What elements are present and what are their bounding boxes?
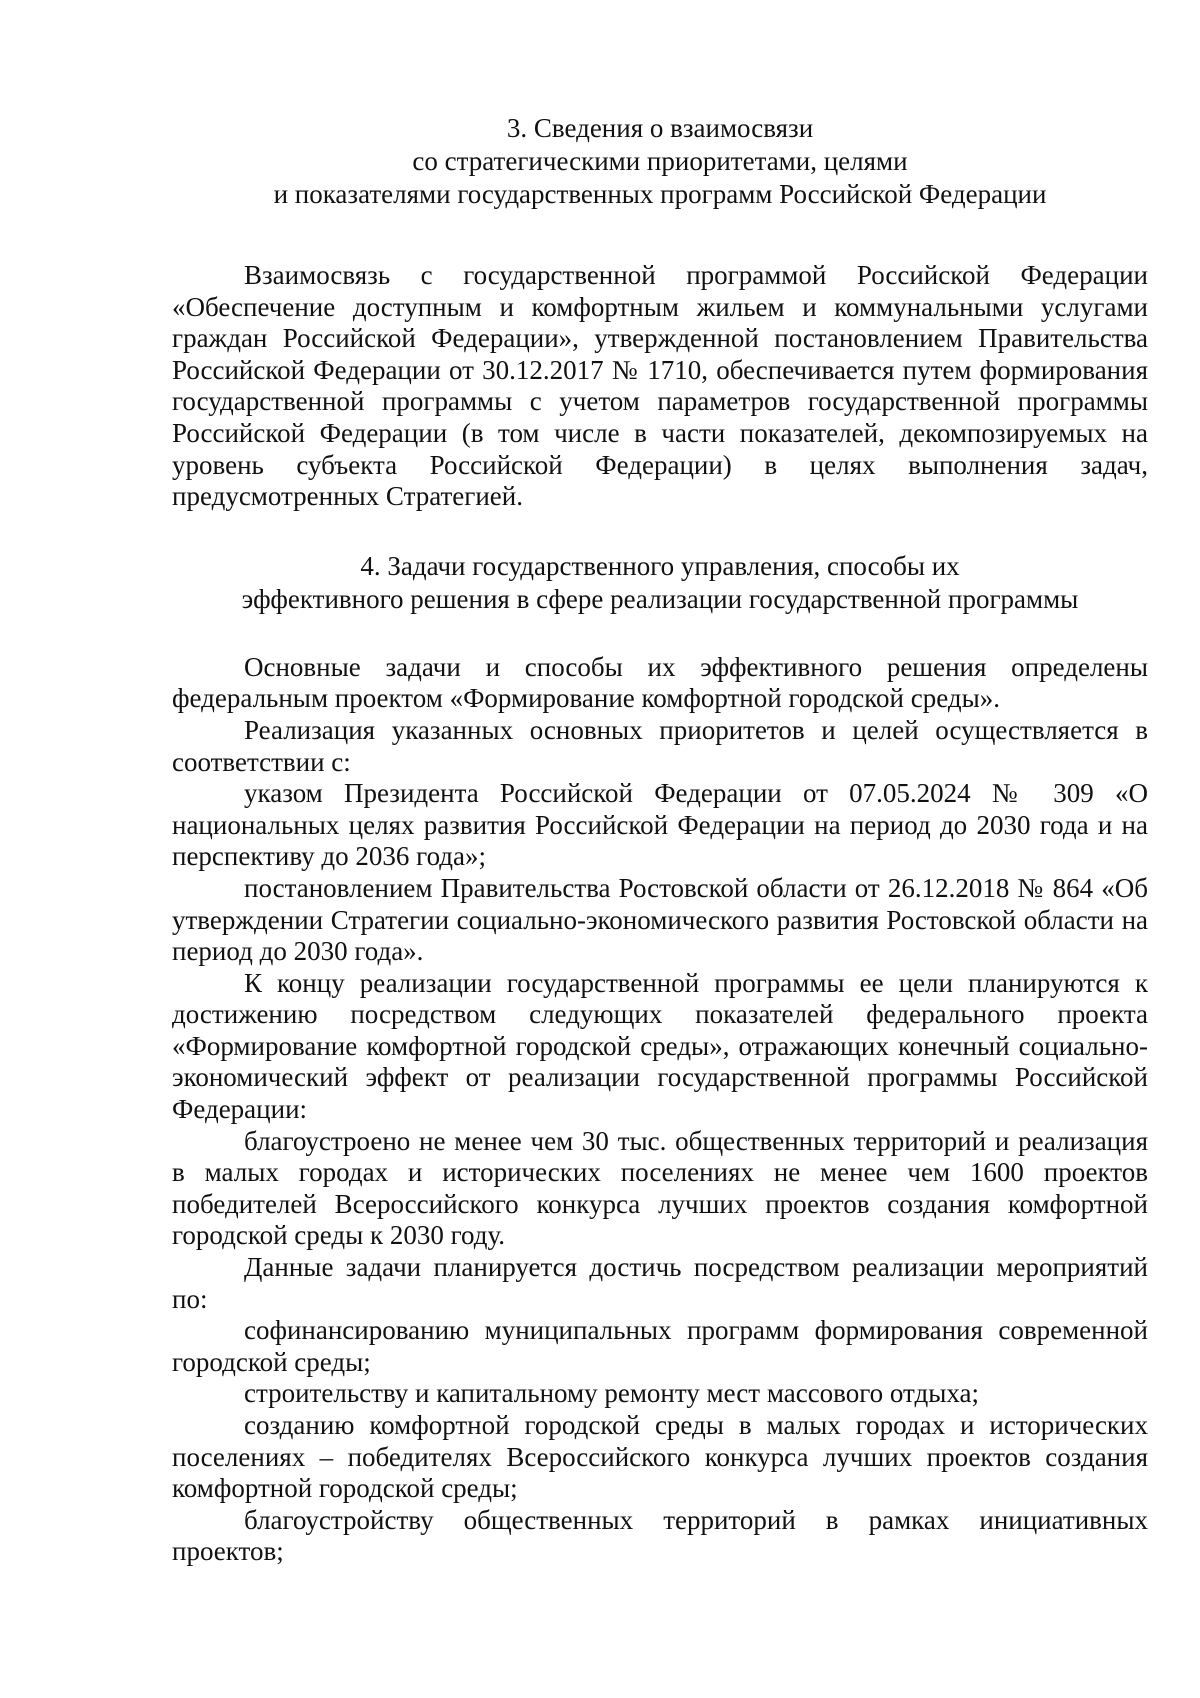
section-4-paragraph: софинансированию муниципальных программ формирования современной городской среды;	[172, 1315, 1148, 1377]
section-4-heading	[172, 550, 1148, 616]
section-4-heading-line: 4. Задачи государственного управления, способы их	[360, 550, 960, 581]
section-4-paragraph: К концу реализации государственной программы ее цели планируются к достижению посредством следующих показателей федерального проекта «Формирование комфортной городской среды», отражающих конечный социально-экономический эффект от реализации государственной программы Российской Федерации:	[172, 967, 1148, 1125]
section-3-heading-line: 3. Сведения о взаимосвязи	[506, 113, 814, 143]
section-4-paragraph: благоустроено не менее чем 30 тыс. общественных территорий и реализация в малых городах и исторических поселениях не менее чем 1600 проектов победителей Всероссийского конкурса лучших проектов создания комфортной городской среды к 2030 году.	[172, 1125, 1148, 1251]
section-4-paragraph: Реализация указанных основных приоритетов и целей осуществляется в соответствии с:	[172, 714, 1148, 777]
section-4-paragraph: благоустройству общественных территорий в рамках инициативных проектов;	[172, 1504, 1148, 1567]
section-4-paragraph: созданию комфортной городской среды в малых городах и исторических поселениях – победителях Всероссийского конкурса лучших проектов создания комфортной городской среды;	[172, 1410, 1148, 1504]
section-3-heading-line: и показателями государственных программ Российской Федерации	[273, 179, 1047, 209]
section-3-heading	[172, 112, 1148, 211]
section-4-paragraph: Данные задачи планируется достичь посредством реализации мероприятий по:	[172, 1252, 1148, 1314]
section-4-heading-line: эффективного решения в сфере реализации государственной программы	[241, 583, 1079, 614]
section-3-heading-line: со стратегическими приоритетами, целями	[412, 146, 908, 176]
document-body	[172, 112, 1148, 1568]
section-3-paragraph: Взаимосвязь с государственной программой Российской Федерации «Обеспечение доступным и комфортным жильем и коммунальными услугами граждан Российской Федерации», утвержденной постановлением Правительства Российской Федерации от 30.12.2017 № 1710, обеспечивается путем формирования государственной программы с учетом параметров государственной программы Российской Федерации (в том числе в части показателей, декомпозируемых на уровень субъекта Российской Федерации) в целях выполнения задач, предусмотренных Стратегией.	[172, 260, 1148, 512]
section-4-paragraph: строительству и капитальному ремонту мест массового отдыха;	[244, 1378, 979, 1409]
section-4-paragraph: Основные задачи и способы их эффективного решения определены федеральным проектом «Формирование комфортной городской среды».	[172, 651, 1148, 714]
section-4-paragraph: указом Президента Российской Федерации от 07.05.2024 № 309 «О национальных целях развития Российской Федерации на период до 2030 года и на перспективу до 2036 года»;	[172, 778, 1148, 872]
section-4-paragraph: постановлением Правительства Ростовской области от 26.12.2018 № 864 «Об утверждении Стратегии социально-экономического развития Ростовской области на период до 2030 года».	[172, 872, 1148, 967]
